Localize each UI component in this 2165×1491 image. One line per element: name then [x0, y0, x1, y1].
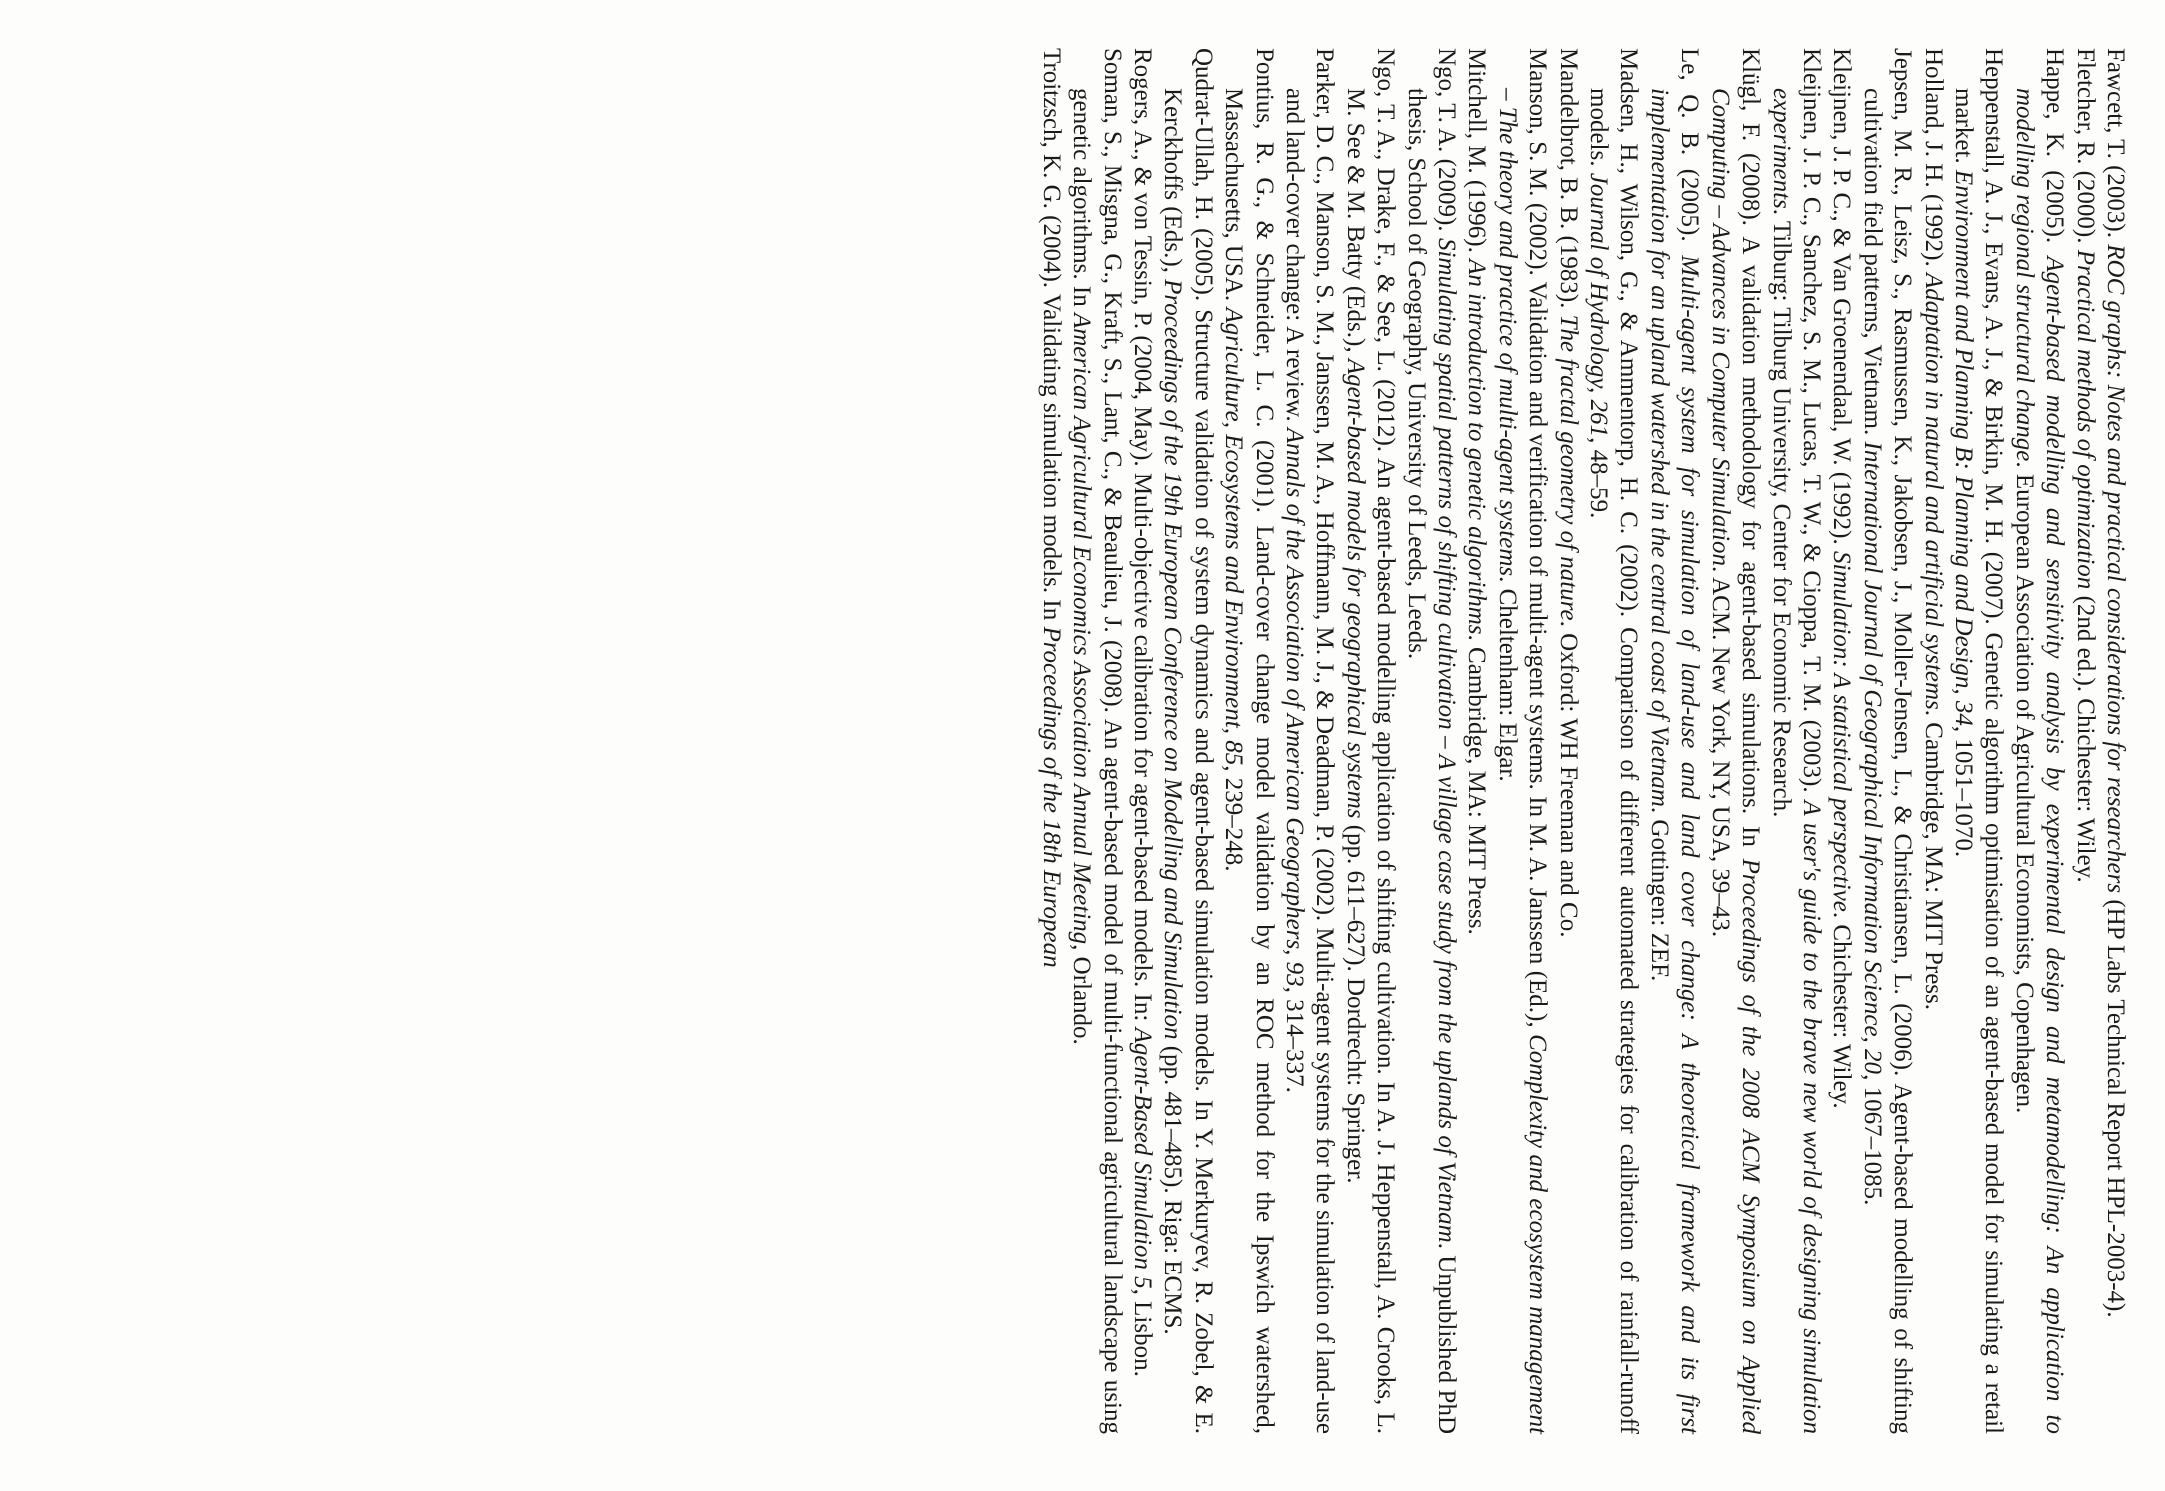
reference-list — [1035, 48, 2130, 1434]
reference-italic-text: Journal of Hydrology, 261 — [1585, 172, 1613, 438]
reference-italic-text: The fractal geometry of nature — [1554, 314, 1582, 621]
reference-text: (HP Labs Technical Report HPL-2003-4). — [2102, 893, 2129, 1318]
reference-entry — [1339, 48, 1400, 1434]
reference-entry — [1461, 48, 1491, 1434]
reference-italic-text: Multi-agent system for simulation of land-use and land cover change: A theoretical framework and its first implementation for an upland watershed in the central coast of Vietnam — [1645, 88, 1704, 1434]
reference-text: Le, Q. B. (2005). — [1676, 48, 1704, 256]
reference-text: Qudrat-Ullah, H. (2005). Structure validation of system dynamics and agent-based simulation models. In Y. Merkuryev, R. Zobel, & E. Kerckhoffs (Eds.), — [1159, 48, 1217, 1434]
reference-italic-text: American Agricultural Economics Association Annual Meeting — [1068, 312, 1096, 945]
reference-text: , 1067–1085. — [1858, 1074, 1886, 1206]
reference-text: . European Association of Agricultural Economists, Copenhagen. — [2010, 461, 2038, 1114]
reference-text: Rogers, A., & von Tessin, P. (2004, May). Multi-objective calibration for agent-based models. In: — [1129, 48, 1156, 1028]
reference-entry — [2069, 48, 2099, 1434]
reference-text: (pp. 481–485). Riga: ECMS. — [1159, 1039, 1187, 1335]
reference-text: . Tilburg: Tilburg University, Center for Economic Research. — [1767, 208, 1795, 818]
reference-entry — [1491, 48, 1552, 1434]
reference-text: Parker, D. C., Manson, S. M., Janssen, M. A., Hoffmann, M. J., & Deadman, P. (2002). Multi-agent systems for the simulation of land-use and land-cover change: A review. — [1281, 48, 1339, 1434]
reference-entry — [2008, 48, 2069, 1434]
reference-italic-text: Agent-based models for geographical systems — [1341, 358, 1369, 819]
reference-text: Mitchell, M. (1996). — [1463, 48, 1491, 260]
reference-entry — [1400, 48, 1461, 1434]
reference-entry — [1765, 48, 1826, 1434]
reference-entry — [1066, 48, 1127, 1434]
reference-text: (pp. 611–627). Dordrecht: Springer. — [1341, 818, 1369, 1184]
reference-italic-text: Simulation: A statistical perspective — [1828, 550, 1856, 912]
reference-entry — [1856, 48, 1917, 1434]
reference-text: , 1051–1070. — [1949, 725, 1977, 858]
reference-entry — [2100, 48, 2130, 1434]
reference-text: Holland, J. H. (1992). — [1919, 48, 1947, 273]
reference-italic-text: Practical methods of optimization — [2071, 249, 2099, 590]
reference-entry — [1826, 48, 1856, 1434]
reference-text: Ngo, T. A. (2009). — [1433, 48, 1461, 238]
reference-italic-text: Simulating spatial patterns of shifting cultivation – A village case study from the uplands of Vietnam — [1433, 237, 1461, 1243]
reference-italic-text: Agent-Based Simulation 5 — [1129, 1027, 1156, 1289]
reference-text: , Orlando. — [1068, 944, 1096, 1045]
reference-italic-text: Complexity and ecosystem management – The theory and practice of multi-agent systems — [1493, 88, 1552, 1434]
reference-text: Soman, S., Misgna, G., Kraft, S., Lant, C., & Beaulieu, J. (2008). An agent-based model of multi-functional agricultural landscape using genetic algorithms. In — [1068, 48, 1126, 1434]
reference-text: . ACM. New York, NY, USA, 39–43. — [1706, 566, 1734, 938]
reference-italic-text: ROC graphs: Notes and practical considerations for researchers — [2102, 244, 2129, 894]
reference-text: Fletcher, R. (2000). — [2071, 48, 2099, 250]
reference-text: . Cambridge, MA: MIT Press. — [1463, 634, 1491, 935]
reference-text: Heppenstall, A. J., Evans, A. J., & Birkin, M. H. (2007). Genetic algorithm optimisation of an agent-based model for simulating a retail market. — [1949, 48, 2008, 1434]
reference-entry — [1704, 48, 1765, 1434]
reference-text: Madsen, H., Wilson, G., & Ammentorp, H. C. (2002). Comparison of different automated strategies for calibration of rainfall-runoff models. — [1585, 48, 1643, 1434]
reference-text: . Gottingen: ZEF. — [1645, 806, 1673, 982]
reference-italic-text: Proceedings of the 18th European — [1037, 626, 1065, 968]
reference-italic-text: A user's guide to the brave new world of designing simulation experiments — [1767, 88, 1825, 1435]
reference-entry — [1552, 48, 1582, 1434]
reference-text: Mandelbrot, B. B. (1983). — [1554, 48, 1582, 315]
reference-entry — [1157, 48, 1218, 1434]
reference-text: Kleijnen, J. P. C., & Van Groenendaal, W. (1992). — [1828, 48, 1856, 551]
reference-italic-text: Agriculture, Ecosystems and Environment, 85 — [1220, 307, 1248, 766]
reference-text: . Unpublished PhD thesis, School of Geography, University of Leeds, Leeds. — [1402, 88, 1461, 1435]
reference-text: Fawcett, T. (2003). — [2102, 48, 2129, 245]
reference-italic-text: Proceedings of the 2008 ACM Symposium on Applied Computing – Advances in Computer Simulation — [1706, 88, 1765, 1434]
reference-italic-text: An introduction to genetic algorithms — [1463, 259, 1491, 635]
reference-text: , 239–248. — [1220, 765, 1248, 872]
reference-text: Happe, K. (2005). — [2041, 48, 2069, 257]
reference-text: . Cheltenham: Elgar. — [1493, 576, 1521, 782]
reference-entry — [1279, 48, 1340, 1434]
reference-text: Klügl, F. (2008). A validation methodology for agent-based simulations. In — [1737, 48, 1765, 859]
reference-italic-text: Agent-based modelling and sensitivity analysis by experimental design and metamodelling: An application to modelling regional structural change — [2010, 88, 2069, 1434]
reference-entry — [1218, 48, 1279, 1434]
reference-text: , 314–337. — [1281, 986, 1309, 1093]
reference-text: Pontius, R. G., & Schneider, L. C. (2001). Land-cover change model validation by an ROC method for the Ipswich watershed, Massachusetts, USA. — [1220, 48, 1278, 1434]
reference-italic-text: International Journal of Geographical Information Science, 20 — [1858, 441, 1886, 1075]
reference-text: Jepsen, M. R., Leisz, S., Rasmussen, K., Jakobsen, J., Moller-Jensen, L., & Christiansen, L. (2006). Agent-based modelling of shifting cultivation field patterns, Vietnam. — [1858, 48, 1917, 1434]
reference-entry — [1917, 48, 1947, 1434]
reference-italic-text: Environment and Planning B: Planning and Design, 34 — [1949, 169, 1977, 726]
reference-text: , 48–59. — [1585, 437, 1613, 519]
reference-text: , Lisbon. — [1129, 1288, 1156, 1377]
reference-text: Troitzsch, K. G. (2004). Validating simulation models. In — [1037, 48, 1065, 627]
reference-entry — [1644, 48, 1705, 1434]
reference-text: Ngo, T. A., Drake, F., & See, L. (2012). An agent-based modelling application of shifting cultivation. In A. J. Heppenstall, A. Crooks, L. M. See & M. Batty (Eds.), — [1341, 48, 1400, 1434]
reference-italic-text: Annals of the Association of American Geographers, 93 — [1281, 427, 1309, 987]
reference-entry — [1948, 48, 2009, 1434]
reference-entry — [1127, 48, 1157, 1434]
reference-entry — [1583, 48, 1644, 1434]
reference-entry — [1035, 48, 1065, 1434]
reference-text: Manson, S. M. (2002). Validation and verification of multi-agent systems. In M. A. Janssen (Ed.), — [1524, 48, 1552, 1035]
reference-text: . Chichester: Wiley. — [1828, 911, 1856, 1109]
reference-text: . Cambridge, MA: MIT Press. — [1919, 709, 1947, 1011]
reference-text: (2nd ed.). Chichester: Wiley. — [2071, 589, 2099, 883]
reference-italic-text: Adaptation in natural and artificial systems — [1919, 272, 1947, 710]
reference-italic-text: Proceedings of the 19th European Conference on Modelling and Simulation — [1159, 279, 1187, 1040]
reference-text: . Oxford: WH Freeman and Co. — [1554, 620, 1582, 938]
reference-text: Kleijnen, J. P. C., Sanchez, S. M., Lucas, T. W., & Cioppa, T. M. (2003). — [1797, 48, 1825, 801]
